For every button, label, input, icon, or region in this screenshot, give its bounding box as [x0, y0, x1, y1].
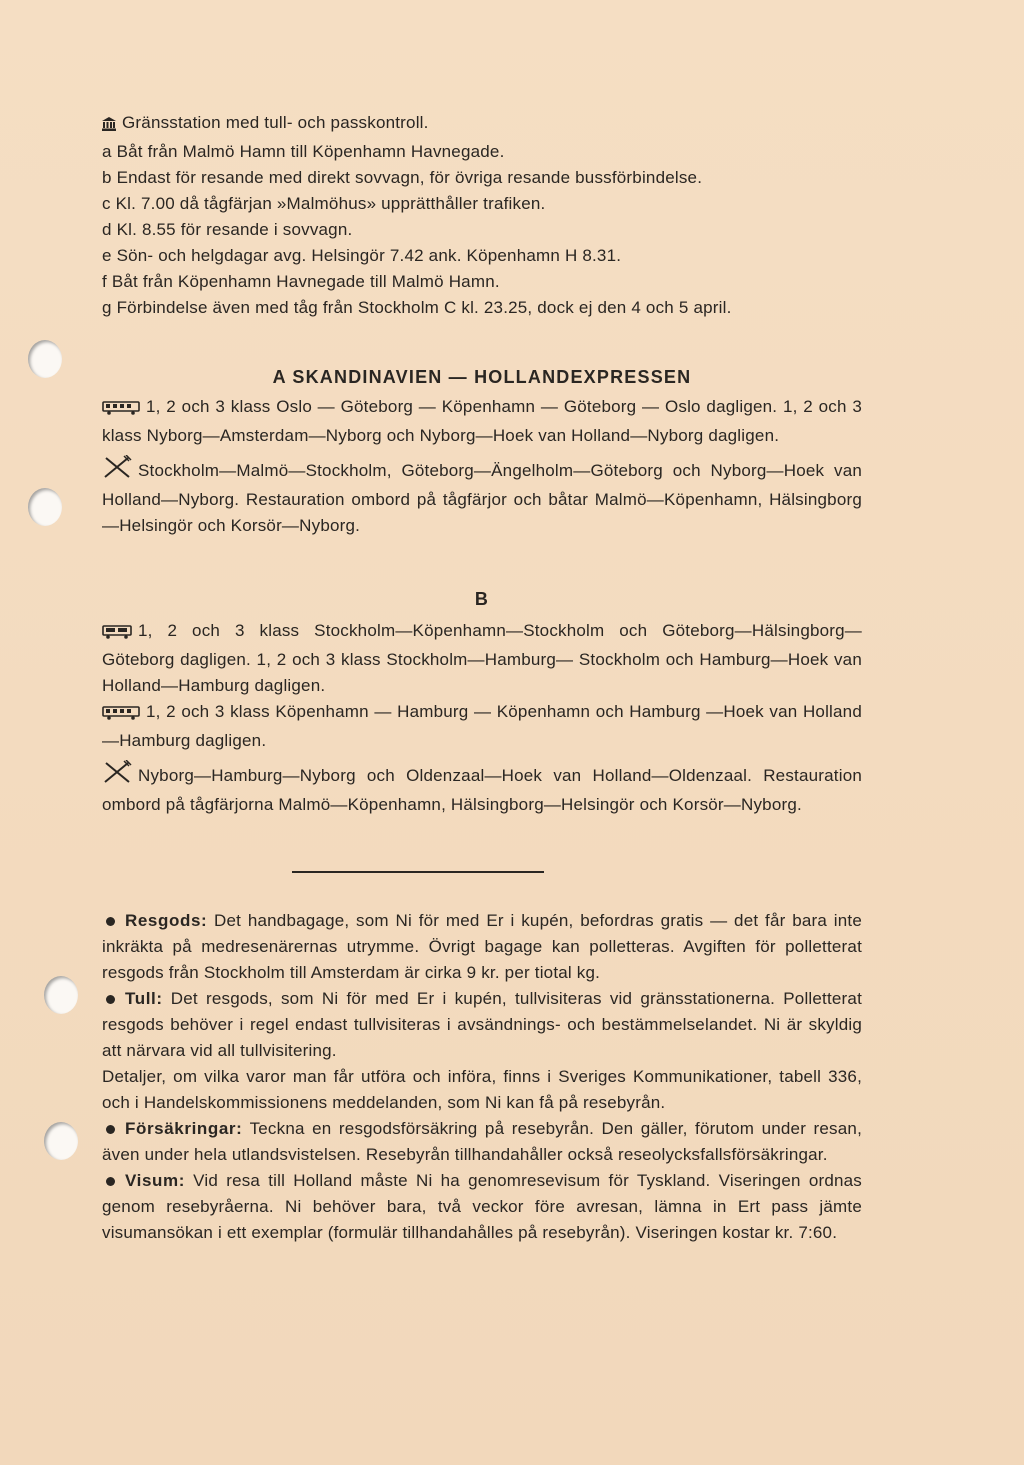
info-tull [102, 986, 862, 1064]
punch-hole-4 [44, 1122, 78, 1160]
forsakringar-label: Försäkringar: [125, 1119, 243, 1138]
crossed-cutlery-icon [102, 760, 132, 792]
footnote-a: a Båt från Malmö Hamn till Köpenhamn Havnegade. [102, 142, 505, 161]
tull-label: Tull: [125, 989, 163, 1008]
section-divider [292, 871, 544, 873]
tull-text: Det resgods, som Ni för med Er i kupén, tullvisiteras vid gränsstationerna. Polletterat resgods behöver i regel endast tullvisiteras i avsändnings- och bestämmelselandet. Ni är skyldig att närvara vid all tullvisitering. [102, 989, 862, 1060]
bullet-icon [106, 917, 115, 926]
footnotes [102, 110, 862, 321]
section-b-sleeper-text: 1, 2 och 3 klass Stockholm—Köpenhamn—Stockholm och Göteborg—Hälsingborg—Göteborg dagligen. 1, 2 och 3 klass Stockholm—Hamburg— Stockholm och Hamburg—Hoek van Holland—Hamburg dagligen. [102, 621, 862, 695]
footnote-border-station-text: Gränsstation med tull- och passkontroll. [122, 113, 429, 132]
section-b-dining-text: Nyborg—Hamburg—Nyborg och Oldenzaal—Hoek van Holland—Oldenzaal. Restauration ombord på tågfärjorna Malmö—Köpenhamn, Hälsingborg—Helsingör och Korsör—Nyborg. [102, 766, 862, 814]
punch-hole-2 [28, 488, 62, 526]
resgods-text: Det handbagage, som Ni för med Er i kupén, befordras gratis — det får bara inte inkräkta på medresenärernas utrymme. Övrigt bagage kan polletteras. Avgiften för polletterat resgods från Stockholm till Amsterdam är cirka 9 kr. per tiotal kg. [102, 911, 862, 982]
footnote-e: e Sön- och helgdagar avg. Helsingör 7.42 ank. Köpenhamn H 8.31. [102, 246, 622, 265]
section-a-dining-paragraph [102, 455, 862, 539]
forsakringar-text: Teckna en resgodsförsäkring på resebyrån. Den gäller, förutom under resan, även under hela utlandsvistelsen. Resebyrån tillhandahåller också reseolycksfallsförsäkringar. [102, 1119, 862, 1164]
travel-info [102, 908, 862, 1246]
railway-coach-icon [102, 397, 140, 423]
section-a-coach-text: 1, 2 och 3 klass Oslo — Göteborg — Köpenhamn — Göteborg — Oslo dagligen. 1, 2 och 3 klass Nyborg—Amsterdam—Nyborg och Nyborg—Hoek van Holland—Nyborg dagligen. [102, 397, 862, 445]
section-b-heading: B [474, 589, 490, 609]
punch-hole-1 [28, 340, 62, 378]
section-a-coach-paragraph [102, 394, 862, 449]
section-a-dining-text: Stockholm—Malmö—Stockholm, Göteborg—Ängelholm—Göteborg och Nyborg—Hoek van Holland—Nyborg. Restauration ombord på tågfärjor och båtar Malmö—Köpenhamn, Hälsingborg—Helsingör och Korsör—Nyborg. [102, 461, 862, 535]
customs-building-icon [102, 113, 116, 139]
section-a-heading: A SKANDINAVIEN — HOLLANDEXPRESSEN [272, 367, 692, 387]
railway-coach-icon [102, 702, 140, 728]
visum-label: Visum: [125, 1171, 185, 1190]
footnote-border-station [102, 110, 862, 139]
footnote-g: g Förbindelse även med tåg från Stockholm C kl. 23.25, dock ej den 4 och 5 april. [102, 298, 732, 317]
bullet-icon [106, 995, 115, 1004]
crossed-cutlery-icon [102, 455, 132, 487]
bullet-icon [106, 1125, 115, 1134]
resgods-label: Resgods: [125, 911, 208, 930]
section-b-coach-paragraph [102, 699, 862, 754]
section-b-sleeper-paragraph [102, 618, 862, 699]
section-a [102, 364, 862, 539]
bullet-icon [106, 1177, 115, 1186]
footnote-d: d Kl. 8.55 för resande i sovvagn. [102, 220, 353, 239]
section-b-dining-paragraph [102, 760, 862, 818]
footnote-b: b Endast för resande med direkt sovvagn, för övriga resande bussförbindelse. [102, 168, 703, 187]
sleeping-car-icon [102, 621, 132, 647]
visum-text: Vid resa till Holland måste Ni ha genomresevisum för Tyskland. Viseringen ordnas genom resebyråerna. Ni behöver bara, två veckor före avresan, lämna in Ert pass jämte visumansökan i ett exemplar (formulär tillhandahålles på resebyrån). Viseringen kostar kr. 7:60. [102, 1171, 862, 1242]
section-b [102, 586, 862, 818]
section-b-coach-text: 1, 2 och 3 klass Köpenhamn — Hamburg — Köpenhamn och Hamburg —Hoek van Holland—Hamburg dagligen. [102, 702, 862, 750]
info-forsakringar [102, 1116, 862, 1168]
punch-hole-3 [44, 976, 78, 1014]
info-resgods [102, 908, 862, 986]
info-details: Detaljer, om vilka varor man får utföra och införa, finns i Sveriges Kommunikationer, tabell 336, och i Handelskommissionens meddelanden, som Ni kan få på resebyrån. [102, 1067, 862, 1112]
footnote-f: f Båt från Köpenhamn Havnegade till Malmö Hamn. [102, 272, 500, 291]
footnote-c: c Kl. 7.00 då tågfärjan »Malmöhus» upprätthåller trafiken. [102, 194, 546, 213]
info-visum [102, 1168, 862, 1246]
